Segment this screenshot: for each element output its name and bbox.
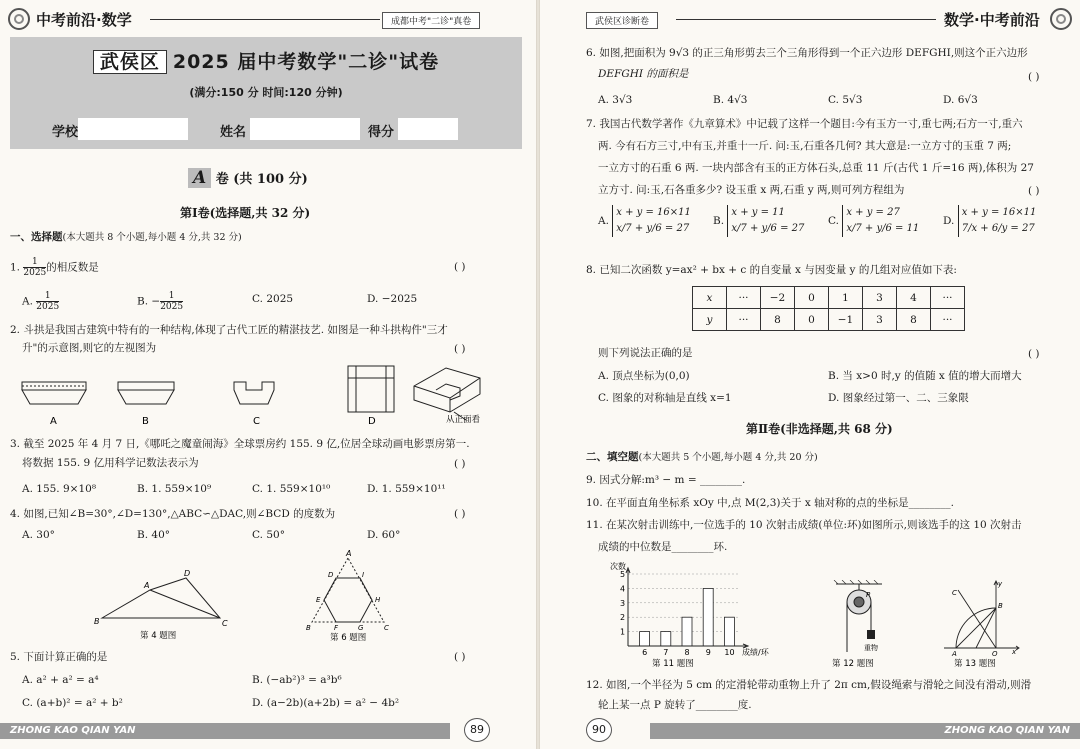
- q5-option-c[interactable]: C. (a+b)² = a² + b²: [22, 697, 123, 709]
- q11-ytick-label: 3: [620, 598, 626, 608]
- q12-line2: 轮上某一点 P 旋转了________度.: [598, 699, 752, 711]
- q1-a-num: 1: [36, 291, 59, 302]
- q8-option-c[interactable]: C. 图象的对称轴是直线 x=1: [598, 392, 732, 404]
- table-cell: ···: [931, 309, 965, 331]
- q3-line1: 3. 截至 2025 年 4 月 7 日,《哪吒之魔童闹海》全球票房约 155. 9 亿,位居全球动画电影票房第一.: [10, 438, 470, 450]
- q11-xtick-label: 7: [663, 648, 669, 657]
- q11-bar-10: [724, 617, 734, 646]
- exam-title-text: 2025 届中考数学"二诊"试卷: [172, 51, 440, 73]
- fig6-caption: 第 6 题图: [330, 633, 367, 643]
- svg-text:C: C: [952, 589, 957, 597]
- q11-ytick-label: 1: [620, 627, 626, 637]
- q7-line2: 两. 今有石方三寸,中有玉,并重十一斤. 问:玉,石重各几何? 其大意是:一立方寸的玉重 7 两;: [598, 140, 1012, 152]
- q11-bar-8: [682, 617, 692, 646]
- q6-line2: DEFGHI 的面积是: [598, 68, 689, 80]
- svg-text:D: D: [328, 571, 334, 579]
- table-cell: 4: [897, 287, 931, 309]
- q1-a-den: 2025: [36, 302, 60, 312]
- q11-line2: 成绩的中位数是________环.: [598, 541, 728, 553]
- table-cell: −2: [761, 287, 795, 309]
- q11-bar-chart: [606, 560, 786, 670]
- table-cell: y: [693, 309, 727, 331]
- header-rule-right: [676, 19, 936, 20]
- q3-option-d[interactable]: D. 1. 559×10¹¹: [367, 483, 446, 495]
- q2-3d-figure: [414, 368, 480, 420]
- q7-b-eq2: x/7 + y/6 = 27: [731, 223, 805, 234]
- q11-xlabel: 成绩/环: [742, 648, 769, 657]
- table-cell: 3: [863, 287, 897, 309]
- q4-q6-figures: [90, 548, 420, 644]
- q2-line1: 2. 斗拱是我国古建筑中特有的一种结构,体现了古代工匠的精湛技艺. 如图是一种斗拱构件"三才: [10, 324, 448, 336]
- section2-note: (本大题共 5 个小题,每小题 4 分,共 20 分): [638, 452, 818, 463]
- q11-ytick-label: 4: [620, 584, 626, 594]
- q4-answer-paren[interactable]: ( ): [454, 508, 466, 520]
- q1-frac-num: 1: [23, 257, 46, 268]
- left-page: [0, 0, 536, 749]
- q4-stem: 4. 如图,已知∠B=30°,∠D=130°,△ABC∽△DAC,则∠BCD 的度数为: [10, 508, 336, 520]
- q3-answer-paren[interactable]: ( ): [454, 458, 466, 470]
- section2-heading: [586, 450, 818, 465]
- section1-head: 一、选择题: [10, 231, 63, 243]
- q11-ytick-label: 2: [620, 613, 626, 623]
- right-page-number: 90: [586, 718, 612, 742]
- svg-text:D: D: [184, 569, 191, 578]
- q1-option-a[interactable]: [22, 291, 59, 312]
- q6-option-a[interactable]: A. 3√3: [598, 94, 633, 106]
- q1-b-den: 2025: [160, 302, 184, 312]
- q7-c-eq2: x/7 + y/6 = 11: [846, 223, 920, 234]
- svg-text:A: A: [144, 581, 150, 590]
- table-cell: 0: [795, 309, 829, 331]
- section2-head: 二、填空题: [586, 451, 639, 463]
- q11-bar-9: [703, 588, 713, 646]
- q2-label-a: A: [50, 416, 57, 427]
- left-page-number: 89: [464, 718, 490, 742]
- q6-option-b[interactable]: B. 4√3: [713, 94, 748, 106]
- fig12-weight-label: 重物: [864, 644, 878, 652]
- name-label: 姓名: [220, 125, 247, 140]
- q5-option-b[interactable]: B. (−ab²)³ = a³b⁶: [252, 674, 342, 686]
- q7-d-eq2: 7/x + 6/y = 27: [961, 223, 1035, 234]
- q8-then: 则下列说法正确的是: [598, 347, 693, 359]
- q1-option-b[interactable]: [137, 291, 183, 312]
- q5-stem: 5. 下面计算正确的是: [10, 651, 108, 663]
- exam-banner: [10, 37, 522, 149]
- part1-title: 第Ⅰ卷(选择题,共 32 分): [180, 206, 311, 220]
- q1-option-c[interactable]: C. 2025: [252, 293, 294, 305]
- q12-pulley-figure: [826, 580, 896, 672]
- svg-text:E: E: [316, 596, 321, 604]
- right-footer-band: ZHONG KAO QIAN YAN: [650, 723, 1080, 739]
- table-cell: 0: [795, 287, 829, 309]
- table-cell: 1: [829, 287, 863, 309]
- fig13-caption: 第 13 题图: [954, 659, 996, 669]
- q1-a-prefix: A.: [22, 295, 33, 308]
- q9-stem: 9. 因式分解:m³ − m = ________.: [586, 474, 746, 486]
- q2-option-c-figure[interactable]: [234, 382, 274, 404]
- q7-a-eq1: x + y = 16×11: [616, 207, 691, 218]
- header-logo-icon: [8, 8, 30, 30]
- q2-option-a-figure[interactable]: [22, 382, 86, 404]
- left-header-tag: 成都中考"二诊"真卷: [382, 12, 480, 29]
- svg-text:x: x: [1012, 648, 1017, 656]
- fig4-caption: 第 4 题图: [140, 631, 177, 641]
- volume-a-letter: A: [188, 168, 211, 188]
- q6-option-d[interactable]: D. 6√3: [943, 94, 978, 106]
- q8-row-y: [693, 309, 965, 331]
- left-header-title: 中考前沿·数学: [36, 11, 132, 29]
- q7-line4: 立方寸. 问:玉,石各重多少? 设玉重 x 两,石重 y 两,则可列方程组为: [598, 184, 905, 196]
- q11-xtick-label: 6: [642, 648, 648, 657]
- right-page: [540, 0, 1080, 749]
- table-cell: ···: [727, 287, 761, 309]
- q4-option-a[interactable]: A. 30°: [22, 529, 55, 541]
- q8-answer-paren[interactable]: ( ): [1028, 348, 1040, 360]
- name-field[interactable]: [250, 118, 360, 140]
- q7-a-prefix: A.: [598, 215, 609, 227]
- q1-answer-paren[interactable]: ( ): [454, 261, 466, 273]
- q1-frac-den: 2025: [23, 268, 47, 278]
- svg-text:P: P: [866, 591, 871, 599]
- q4-option-b[interactable]: B. 40°: [137, 529, 171, 541]
- section1-heading: [10, 230, 242, 245]
- q3-option-c[interactable]: C. 1. 559×10¹⁰: [252, 483, 331, 495]
- q1-option-d[interactable]: D. −2025: [367, 293, 418, 305]
- volume-a-heading: [188, 168, 308, 188]
- q11-ylabel: 次数: [610, 562, 626, 571]
- q2-label-c: C: [253, 416, 260, 427]
- svg-text:A: A: [952, 650, 957, 658]
- school-label: 学校: [52, 125, 79, 140]
- q2-label-b: B: [142, 416, 149, 427]
- table-cell: x: [693, 287, 727, 309]
- q5-option-d[interactable]: D. (a−2b)(a+2b) = a² − 4b²: [252, 697, 400, 709]
- q11-bar-7: [661, 632, 671, 646]
- q7-option-c[interactable]: [828, 205, 919, 237]
- section1-note: (本大题共 8 个小题,每小题 4 分,共 32 分): [62, 232, 242, 243]
- header-logo-icon-right: [1050, 8, 1072, 30]
- fig11-caption: 第 11 题图: [652, 659, 694, 669]
- q11-line1: 11. 在某次射击训练中,一位选手的 10 次射击成绩(单位:环)如图所示,则该选手的这 10 次射击: [586, 519, 1022, 531]
- svg-text:B: B: [94, 617, 100, 626]
- q2-option-b-figure[interactable]: [118, 382, 174, 404]
- school-field[interactable]: [78, 118, 188, 140]
- fig12-caption: 第 12 题图: [832, 659, 874, 669]
- q7-answer-paren[interactable]: ( ): [1028, 185, 1040, 197]
- svg-text:F: F: [334, 624, 339, 632]
- q8-value-table: [692, 286, 965, 331]
- q2-line2: 升"的示意图,则它的左视图为: [22, 342, 157, 354]
- q6-line1: 6. 如图,把面积为 9√3 的正三角形剪去三个三角形得到一个正六边形 DEFGHI,则这个正六边形: [586, 47, 1028, 59]
- table-cell: 8: [761, 309, 795, 331]
- svg-text:B: B: [998, 602, 1003, 610]
- svg-text:A: A: [346, 549, 352, 558]
- q7-c-prefix: C.: [828, 215, 839, 227]
- table-cell: −1: [829, 309, 863, 331]
- q7-option-b[interactable]: [713, 205, 804, 237]
- volume-a-text: 卷 (共 100 分): [215, 172, 308, 187]
- table-cell: ···: [931, 287, 965, 309]
- q8-stem: 8. 已知二次函数 y=ax² + bx + c 的自变量 x 与因变量 y 的几组对应值如下表:: [586, 264, 957, 276]
- q6-figure: [312, 558, 384, 622]
- q5-answer-paren[interactable]: ( ): [454, 651, 466, 663]
- score-field[interactable]: [398, 118, 458, 140]
- q7-d-eq1: x + y = 16×11: [961, 207, 1037, 218]
- right-header-tag: 武侯区诊断卷: [586, 12, 658, 29]
- table-cell: ···: [727, 309, 761, 331]
- q1-b-prefix: B. −: [137, 295, 161, 308]
- q1-fraction: [23, 257, 46, 278]
- q3-option-a[interactable]: A. 155. 9×10⁸: [22, 483, 97, 495]
- q7-d-prefix: D.: [943, 215, 955, 227]
- q1-stem-text: 的相反数是: [46, 261, 99, 274]
- table-cell: 8: [897, 309, 931, 331]
- q6-answer-paren[interactable]: ( ): [1028, 71, 1040, 83]
- q11-xtick-label: 8: [684, 648, 690, 657]
- svg-text:B: B: [306, 624, 311, 632]
- q6-option-c[interactable]: C. 5√3: [828, 94, 863, 106]
- q1-b-num: 1: [160, 291, 183, 302]
- q2-figures: [10, 360, 530, 428]
- q7-a-eq2: x/7 + y/6 = 27: [616, 223, 690, 234]
- svg-text:y: y: [998, 580, 1003, 588]
- q2-option-d-figure[interactable]: [348, 366, 394, 412]
- q4-figure: [102, 578, 220, 618]
- q4-option-c[interactable]: C. 50°: [252, 529, 285, 541]
- q11-xtick-label: 10: [724, 648, 735, 657]
- q2-label-d: D: [368, 416, 376, 427]
- q7-option-a[interactable]: [598, 205, 691, 237]
- q13-figure: [940, 578, 1020, 672]
- q3-line2: 将数据 155. 9 亿用科学记数法表示为: [22, 457, 199, 469]
- exam-subtitle: (满分:150 分 时间:120 分钟): [189, 86, 343, 99]
- q7-option-d[interactable]: [943, 205, 1036, 237]
- q7-line1: 7. 我国古代数学著作《九章算术》中记载了这样一个题目:今有玉方一寸,重七两;石方一寸,重六: [586, 118, 1023, 130]
- q8-option-d[interactable]: D. 图象经过第一、二、三象限: [828, 392, 969, 404]
- svg-text:H: H: [375, 596, 381, 604]
- q12-line1: 12. 如图,一个半径为 5 cm 的定滑轮带动重物上升了 2π cm,假设绳索与滑轮之间没有滑动,则滑: [586, 679, 1032, 691]
- right-header-title: 数学·中考前沿: [944, 11, 1040, 29]
- svg-text:O: O: [992, 650, 998, 658]
- q8-row-x: [693, 287, 965, 309]
- header-rule: [150, 19, 380, 20]
- q7-line3: 一立方寸的石重 6 两. 一块内部含有玉的正方体石头,总重 11 斤(古代 1 斤=16 两),体积为 27: [598, 162, 1034, 174]
- q8-option-a[interactable]: A. 顶点坐标为(0,0): [598, 370, 690, 382]
- q11-ytick-label: 5: [620, 570, 626, 579]
- q11-bar-6: [640, 632, 650, 646]
- left-footer-band: ZHONG KAO QIAN YAN: [0, 723, 450, 739]
- svg-text:C: C: [222, 619, 228, 628]
- q7-b-eq1: x + y = 11: [731, 207, 785, 218]
- table-cell: 3: [863, 309, 897, 331]
- svg-text:C: C: [384, 624, 389, 632]
- svg-text:I: I: [362, 571, 365, 579]
- part2-title: 第Ⅱ卷(非选择题,共 68 分): [746, 422, 893, 436]
- exam-district: 武侯区: [93, 50, 167, 74]
- exam-title: [10, 47, 522, 74]
- q10-stem: 10. 在平面直角坐标系 xOy 中,点 M(2,3)关于 x 轴对称的点的坐标是________.: [586, 497, 954, 509]
- q1-stem: [10, 257, 99, 278]
- svg-text:G: G: [358, 624, 364, 632]
- q11-xtick-label: 9: [705, 648, 711, 657]
- q1-num: 1.: [10, 261, 21, 274]
- score-label: 得分: [368, 125, 395, 140]
- q2-answer-paren[interactable]: ( ): [454, 343, 466, 355]
- q4-option-d[interactable]: D. 60°: [367, 529, 401, 541]
- q8-option-b[interactable]: B. 当 x>0 时,y 的值随 x 值的增大而增大: [828, 370, 1022, 382]
- q7-b-prefix: B.: [713, 215, 725, 227]
- q3-option-b[interactable]: B. 1. 559×10⁹: [137, 483, 212, 495]
- q2-view-note: 从正面看: [446, 415, 481, 425]
- q5-option-a[interactable]: A. a² + a² = a⁴: [22, 674, 99, 686]
- q7-c-eq1: x + y = 27: [846, 207, 900, 218]
